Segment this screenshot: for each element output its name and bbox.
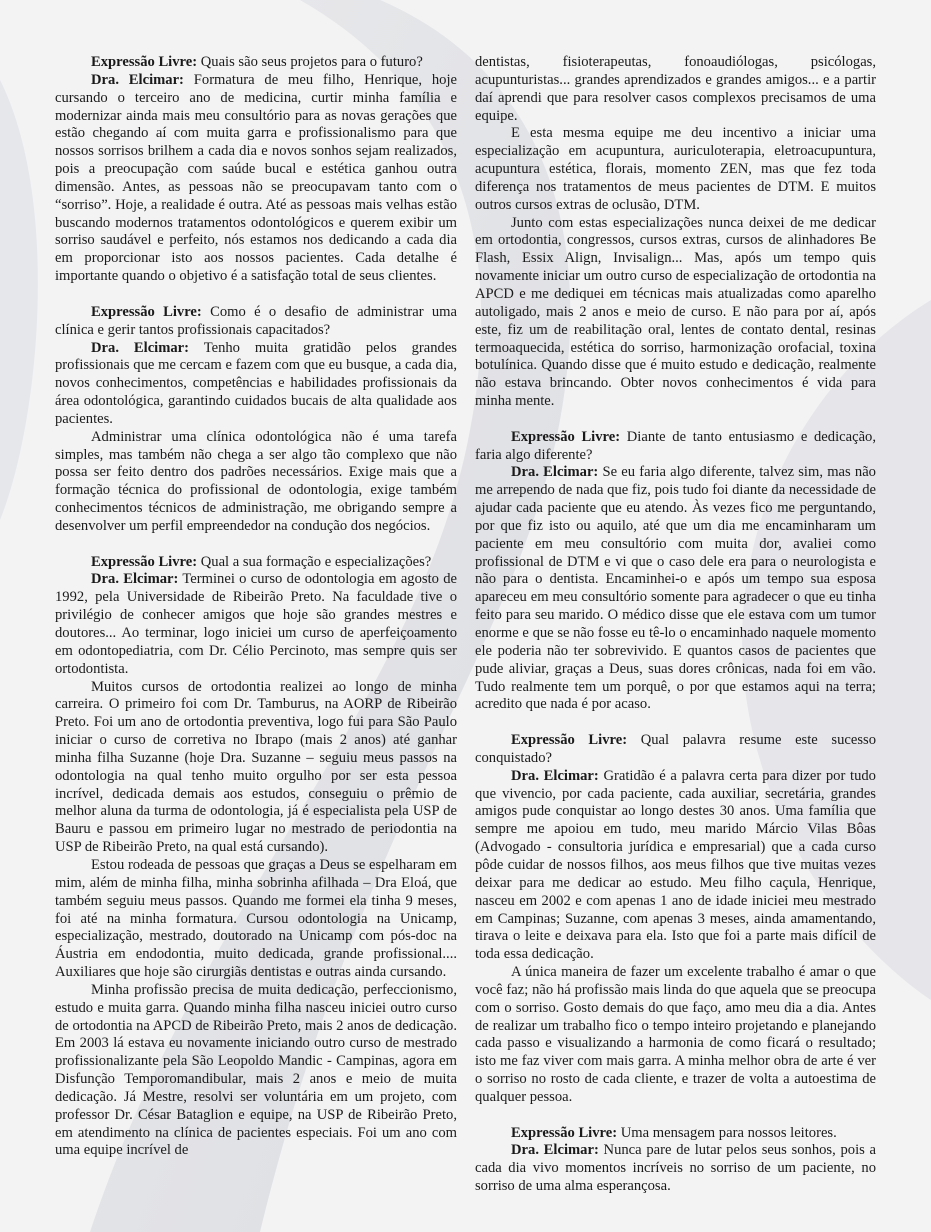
interviewer-label: Expressão Livre: — [511, 732, 628, 749]
answer-clinic-management — [55, 340, 457, 429]
interviewee-label: Dra. Elcimar: — [511, 767, 599, 784]
answer-text: Se eu faria algo diferente, talvez sim, mas não me arrependo de nada que fiz, pois tudo foi diante da necessidade de ajudar cada paciente que eu atendo. Às vezes fico me perguntando, por que fiz isto ou aquilo, até que um dia me encaminharam um paciente em meu consultório com muita dor, avaliei como profissional de DTM e vi que o caso dele era para o neurologista e não para o dentista. Encaminhei-o e após um tempo sua esposa apareceu em meu consultório somente para agradecer o que eu tinha feito para seu marido. O médico disse que ele estava com um tumor enorme e que se não fosse eu tê-lo o encaminhado naquele momento ele poderia não ter sobrevivido. E quantos casos de pacientes que pude aliviar, graças a Deus, suas dores crônicas, nada foi em vão. Tudo realmente tem um porquê, o por que estamos aqui na terra; acredito que nada é por acaso. — [475, 464, 876, 713]
answer-success-word — [475, 768, 876, 964]
answer-text: Formatura de meu filho, Henrique, hoje cursando o terceiro ano de medicina, curtir minha família e modernizar ainda mais meu consultório para as novas gerações que estão chegando aí com muita garra e profissionalismo para que nossos sorrisos brilhem a cada dia e novos sonhos sejam realizados, pois a preocupação com saúde bucal e estética ganhou outra dimensão. Antes, as pessoas não se preocupavam tanto com o “sorriso”. Hoje, a realidade é outra. Até as pessoas mais velhas estão buscando modernos tratamentos odontológicos e querem exibir um sorriso saudável e perfeito, nós estamos nos dedicando a cada dia em proporcionar isto aos nossos pacientes. Cada detalhe é importante quando o objetivo é a satisfação total de seus clientes. — [55, 71, 457, 285]
question-text: Qual palavra resume este sucesso conquistado? — [475, 732, 876, 766]
answer-text: Gratidão é a palavra certa para dizer por tudo que vivencio, por cada paciente, cada auxiliar, secretária, grandes amigos pude conquistar ao longo destes 30 anos. Uma família que sempre me apoiou em tudo, meu marido Márcio Vilas Bôas (Advogado - consultoria jurídica e empresarial) que a cada curso pôde cuidar de nossos filhos, aos meus filhos que tive muitas vezes deixar para me dedicar ao estudo. Meu filho caçula, Henrique, nasceu em 2002 e com apenas 1 ano de idade iniciei meu mestrado em Campinas; Suzanne, com apenas 3 meses, ainda amamentando, tirava o leite e deixava para ela. Isto que foi a parte mais difícil de toda essa dedicação. — [475, 767, 876, 963]
answer-paragraph: Estou rodeada de pessoas que graças a Deus se espelharam em mim, além de minha filha, minha sobrinha afilhada – Dra Eloá, que também seguiu meus passos. Quando me formei ela tinha 9 meses, foi até na minha formatura. Cursou odontologia na Unicamp, especialização, mestrado, doutorado na Unicamp com pós-doc na Áustria em endodontia, muito dedicada, grande profissional.... Auxiliares que hoje são cirurgiãs dentistas e outras ainda cursando. — [55, 856, 457, 981]
interviewer-label: Expressão Livre: — [511, 428, 621, 445]
left-column — [55, 54, 457, 1160]
answer-paragraph: Junto com estas especializações nunca deixei de me dedicar em ortodontia, congressos, cursos extras, cursos de alinhadores Be Flash, Essix Align, Invisalign... Mas, após um tempo quis novamente iniciar um outro curso de especialização de ortodontia na APCD e me dediquei em técnicas mais atualizadas como aparelho autoligado, mais 2 anos e meio de curso. E não para por aí, após este, fiz um de reabilitação oral, lentes de contato dental, resinas termoaquecida, estética do sorriso, harmonização orofacial, toxina botulínica. Quando disse que é muito estudo e dedicação, realmente não estava brincando. Obter novos conhecimentos é vida para minha mente. — [475, 214, 876, 410]
question-success-word — [475, 732, 876, 768]
answer-paragraph: Muitos cursos de ortodontia realizei ao longo de minha carreira. O primeiro foi com Dr. Tamburus, na AORP de Ribeirão Preto. Foi um ano de ortodontia preventiva, logo fui para São Paulo iniciar o curso de corretiva no Ibrapo (mais 2 anos) até ganhar minha filha Suzanne (hoje Dra. Suzanne – seguiu meus passos na odontologia na qual tenho muito orgulho por ser esta pessoa incrível, dedicada demais aos estudos, conseguiu o prêmio de melhor aluna da turma de odontologia, já é especialista pela USP de Bauru e passou em primeiro lugar no mestrado de periodontia na USP de Ribeirão Preto, na qual está cursando). — [55, 678, 457, 856]
question-future-plans — [55, 54, 457, 72]
interviewer-label: Expressão Livre: — [91, 553, 198, 570]
answer-text: Nunca pare de lutar pelos seus sonhos, pois a cada dia vivo momentos incríveis no sorriso de um paciente, no sorriso de uma alma esperançosa. — [475, 1142, 877, 1195]
interviewee-label: Dra. Elcimar: — [91, 571, 179, 588]
question-education — [55, 554, 457, 572]
answer-paragraph: A única maneira de fazer um excelente trabalho é amar o que você faz; não há profissão mais linda do que aquela que se preocupa com o sorriso. Gosto demais do que faço, amo meu dia a dia. Antes de realizar um trabalho fico o tempo inteiro projetando e planejando cada passo e visualizando a harmonia de como ficará o resultado; isto me faz viver com mais garra. A minha melhor obra de arte é ver o sorriso no rosto de cada cliente, e trazer de volta a autoestima de qualquer pessoa. — [475, 964, 876, 1105]
interviewee-label: Dra. Elcimar: — [511, 464, 599, 481]
answer-paragraph: Administrar uma clínica odontológica não é uma tarefa simples, mas também não chega a ser algo tão complexo que não possa ser feito dentro dos padrões necessários. Exige mais que a formação técnica do profissional de odontologia, exige também conhecimentos técnicos de administração, me obrigando sempre a desenvolver um perfil empreendedor na condução dos negócios. — [55, 428, 457, 534]
question-text: Qual a sua formação e especializações? — [200, 553, 432, 570]
answer-future-plans — [55, 72, 457, 286]
question-text: Uma mensagem para nossos leitores. — [620, 1124, 837, 1141]
question-text: Diante de tanto entusiasmo e dedicação, faria algo diferente? — [475, 428, 876, 463]
answer-paragraph: Minha profissão precisa de muita dedicação, perfeccionismo, estudo e muita garra. Quando minha filha nasceu iniciei outro curso de ortodontia na APCD de Ribeirão Preto, mais 2 anos de dedicação. Em 2003 lá estava eu novamente iniciando outro curso de mestrado profissionalizante pela São Leopoldo Mandic - Campinas, agora em Disfunção Temporomandibular, mais 2 anos e meio de muita dedicação. Já Mestre, resolvi ser voluntária em um projeto, com professor Dr. César Bataglion e equipe, na USP de Ribeirão Preto, em atendimento na clínica de pacientes especiais. Foi um ano com uma equipe incrível de — [55, 981, 457, 1159]
interviewee-label: Dra. Elcimar: — [511, 1142, 599, 1159]
question-message-readers — [475, 1125, 876, 1143]
question-text: Como é o desafio de administrar uma clínica e gerir tantos profissionais capacitados? — [55, 303, 457, 338]
interviewee-label: Dra. Elcimar: — [91, 71, 184, 88]
answer-text: Tenho muita gratidão pelos grandes profissionais que me cercam e fazem com que eu busque, a cada dia, novos conhecimentos, competências e habilidades profissionais da área odontológica, garantindo cuidados bucais de alta qualidade aos pacientes. — [55, 339, 457, 427]
answer-education — [55, 571, 457, 678]
question-do-differently — [475, 429, 876, 465]
answer-message-readers — [475, 1142, 876, 1196]
answer-paragraph: E esta mesma equipe me deu incentivo a iniciar uma especialização em acupuntura, auriculoterapia, eletroacupuntura, acupuntura estética, florais, momento ZEN, mas que fez toda diferença nos tratamentos de meus pacientes de DTM. E muitos outros cursos extras de oclusão, DTM. — [475, 125, 876, 213]
interviewee-label: Dra. Elcimar: — [91, 339, 190, 356]
answer-text: Terminei o curso de odontologia em agosto de 1992, pela Universidade de Ribeirão Preto. Na faculdade tive o privilégio de conhecer amigos que hoje são grandes mestres e doutores... Ao terminar, logo iniciei um curso de aperfeiçoamento em odontopediatria, com Dr. Célio Percinoto, mas sempre quis ser ortodontista. — [55, 571, 457, 677]
answer-paragraph-continued: dentistas, fisioterapeutas, fonoaudiólogas, psicólogas, acupunturistas... grandes aprendizados e grandes amigos... e a partir daí aprendi que para resolver casos complexos precisamos de uma equipe. — [475, 54, 876, 124]
interviewer-label: Expressão Livre: — [511, 1124, 618, 1141]
interviewer-label: Expressão Livre: — [91, 54, 198, 70]
interviewer-label: Expressão Livre: — [91, 303, 202, 320]
question-text: Quais são seus projetos para o futuro? — [200, 54, 423, 70]
question-clinic-management — [55, 304, 457, 340]
right-column — [475, 54, 876, 1196]
answer-do-differently — [475, 464, 876, 714]
